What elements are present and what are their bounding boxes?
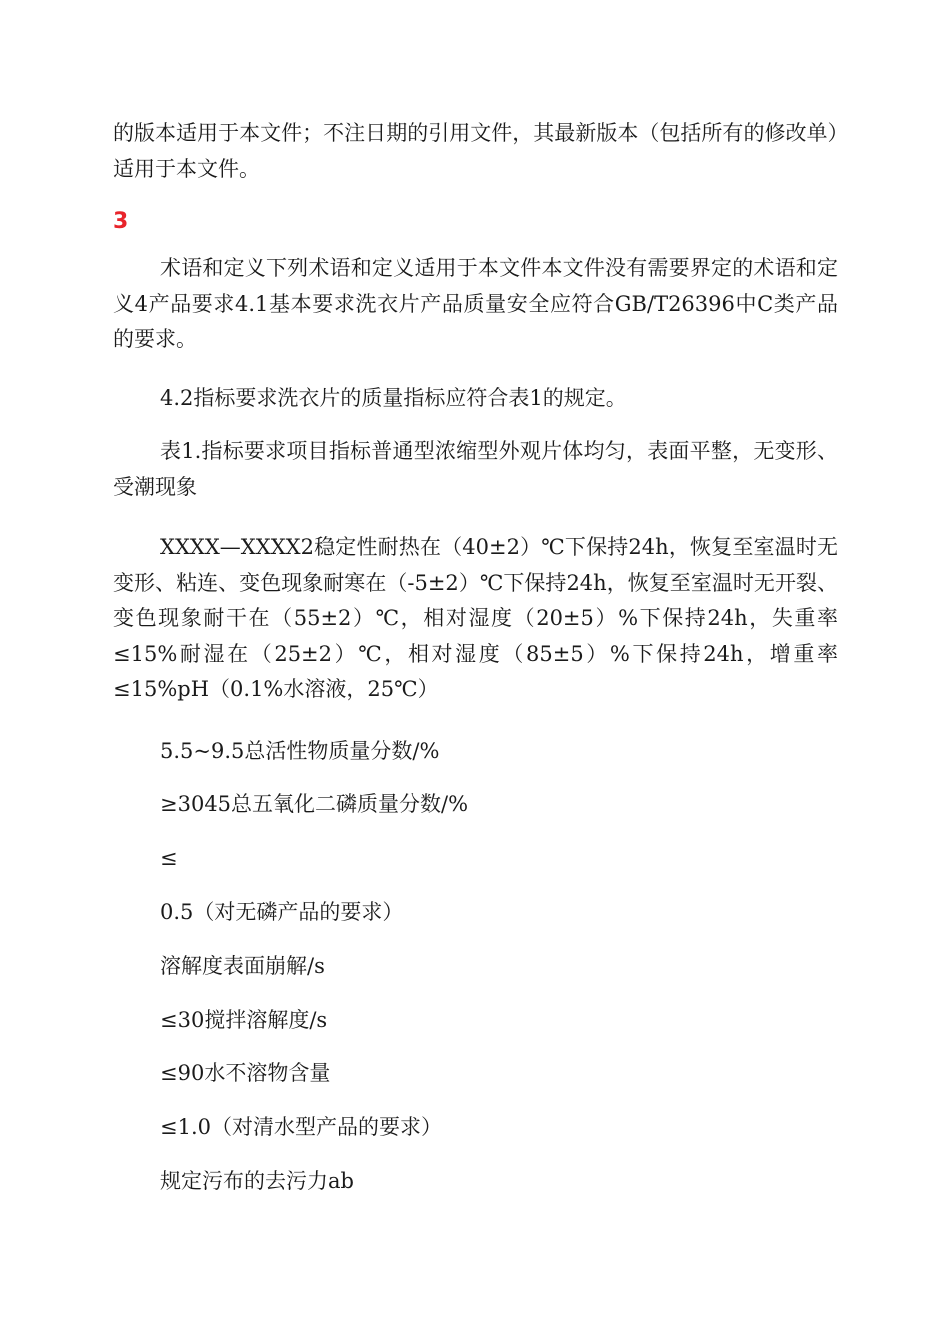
line-surface-disintegration: 溶解度表面崩解/s — [160, 954, 325, 978]
line-phosphorus-free: 0.5（对无磷产品的要求） — [160, 900, 404, 924]
paragraph-table-1-appearance: 表1.指标要求项目指标普通型浓缩型外观片体均匀，表面平整，无变形、受潮现象 — [113, 439, 838, 499]
paragraph-reference-note: 的版本适用于本文件；不注日期的引用文件，其最新版本（包括所有的修改单）适用于本文件。 — [113, 121, 838, 181]
paragraph-terms-and-requirements: 术语和定义下列术语和定义适用于本文件本文件没有需要界定的术语和定义4产品要求4.1基本要求洗衣片产品质量安全应符合GB/T26396中C类产品的要求。 — [113, 256, 838, 351]
line-ph-range: 5.5~9.5总活性物质量分数/% — [160, 739, 440, 763]
line-detergency: 规定污布的去污力ab — [160, 1169, 354, 1193]
line-stirring-solubility: ≤30搅拌溶解度/s — [160, 1008, 328, 1032]
line-less-equal: ≤ — [160, 846, 178, 870]
paragraph-stability: XXXX—XXXX2稳定性耐热在（40±2）℃下保持24h，恢复至室温时无变形、粘连、变色现象耐寒在（-5±2）℃下保持24h，恢复至室温时无开裂、变色现象耐干在（55±2）℃，相对湿度（20±5）%下保持24h，失重率≤15%耐湿在（25±2）℃，相对湿度（85±5）%下保持24h，增重率≤15%pH（0.1%水溶液，25℃） — [113, 535, 838, 701]
line-water-insoluble: ≤90水不溶物含量 — [160, 1061, 331, 1085]
section-number: 3 — [113, 209, 129, 234]
paragraph-indicator-requirements: 4.2指标要求洗衣片的质量指标应符合表1的规定。 — [160, 386, 627, 410]
line-active-matter: ≥3045总五氧化二磷质量分数/% — [160, 792, 469, 816]
line-clear-water-type: ≤1.0（对清水型产品的要求） — [160, 1115, 442, 1139]
